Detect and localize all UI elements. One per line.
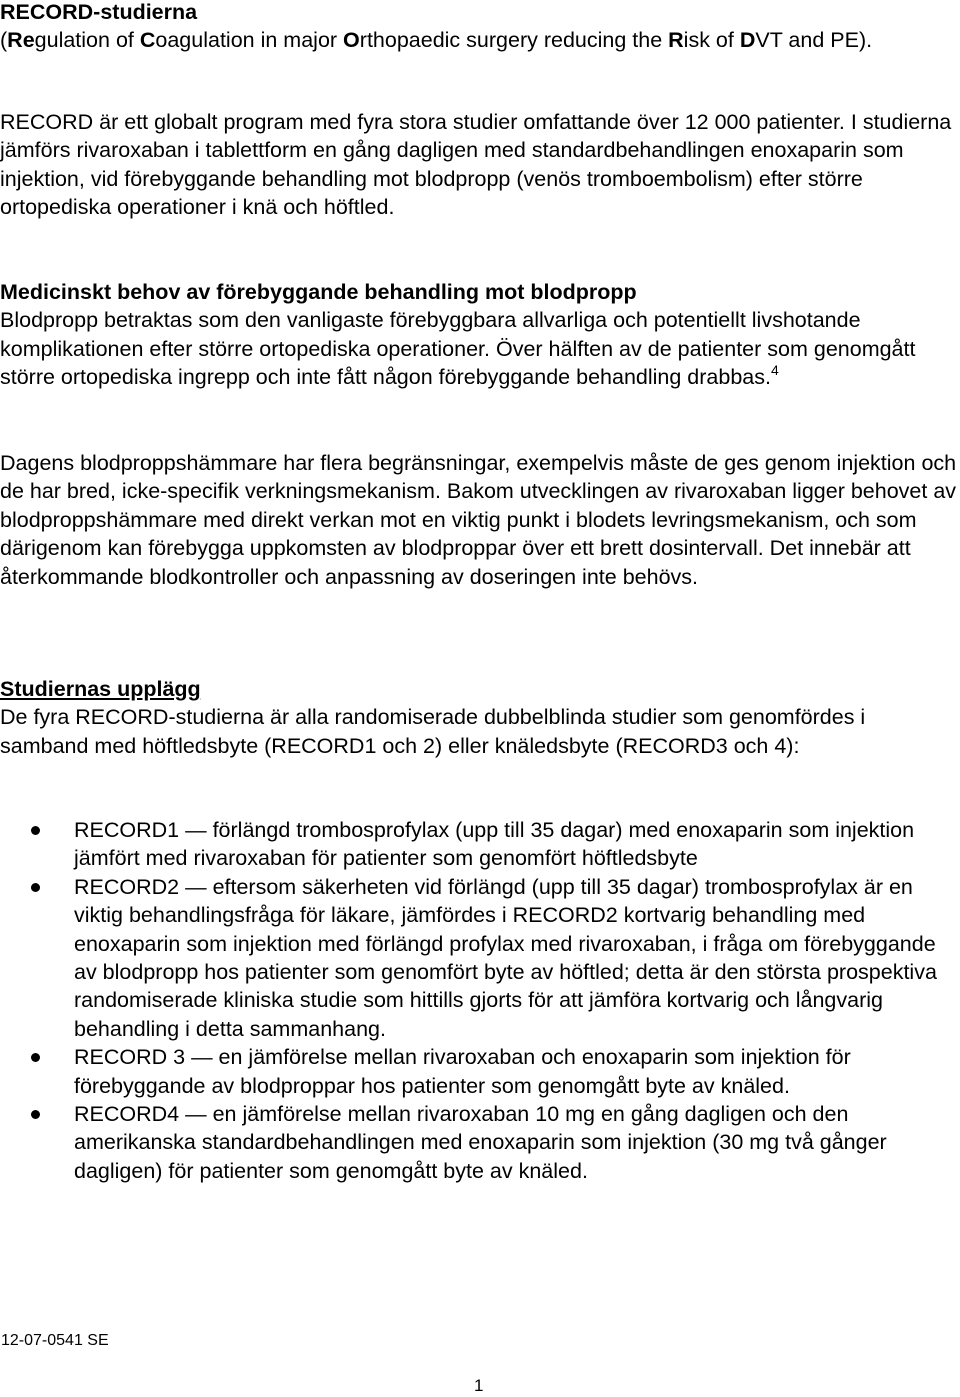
document-code: 12-07-0541 SE — [1, 1332, 109, 1349]
study-design-intro: De fyra RECORD-studierna är alla randomiserade dubbelblinda studier som genomfördes i samband med höftledsbyte (RECORD1 och 2) eller knäledsbyte (RECORD3 och 4): — [0, 705, 866, 758]
bullet-icon — [31, 826, 40, 835]
bullet-icon — [31, 1053, 40, 1062]
section-heading-medical-need: Medicinskt behov av förebyggande behandling mot blodpropp — [0, 280, 637, 304]
study-design-section — [0, 675, 958, 760]
list-item: RECORD4 — en jämförelse mellan rivaroxaban 10 mg en gång dagligen och den amerikanska standardbehandlingen med enoxaparin som injektion (30 mg två gånger dagligen) för patienter som genomgått byte av knäled. — [0, 1100, 960, 1185]
section-heading-study-design: Studiernas upplägg — [0, 677, 201, 701]
document-header — [0, 0, 958, 55]
page-title: RECORD-studierna — [0, 0, 198, 24]
bullet-icon — [31, 883, 40, 892]
bullet-icon — [31, 1110, 40, 1119]
reference-marker: 4 — [770, 362, 779, 379]
acronym-expansion: (Regulation of Coagulation in major Orthopaedic surgery reducing the Risk of DVT and PE). — [0, 28, 873, 53]
medical-need-section — [0, 278, 958, 392]
medical-need-paragraph: Blodpropp betraktas som den vanligaste förebyggbara allvarliga och potentiellt livshotande komplikationen efter större ortopediska operationer. Över hälften av de patienter som genomgått större ortopediska ingrepp och inte fått någon förebyggande behandling drabbas.$^4$ — [0, 308, 916, 390]
study-list — [0, 816, 960, 1185]
list-item: RECORD1 — förlängd trombosprofylax (upp till 35 dagar) med enoxaparin som injektion jämfört med rivaroxaban för patienter som genomfört höftledsbyte — [0, 816, 960, 873]
list-item: RECORD2 — eftersom säkerheten vid förlängd (upp till 35 dagar) trombosprofylax är en viktig behandlingsfråga för läkare, jämfördes i RECORD2 kortvarig behandling med enoxaparin som injektion med förlängd profylax med rivaroxaban, i fråga om förebyggande av blodpropp hos patienter som genomfört byte av höftled; detta är den största prospektiva randomiserade kliniska studie som hittills gjorts för att jämföra kortvarig och långvarig behandling i detta sammanhang. — [0, 873, 960, 1043]
anticoagulant-paragraph: Dagens blodproppshämmare har flera begränsningar, exempelvis måste de ges genom injektion och de har bred, icke-specifik verkningsmekanism. Bakom utvecklingen av rivaroxaban ligger behovet av blodproppshämmare med direkt verkan mot en viktig punkt i blodets levringsmekanism, och som därigenom kan förebygga uppkomsten av blodproppar över ett brett dosintervall. Det innebär att återkommande blodkontroller och anpassning av doseringen inte behövs. — [0, 451, 957, 589]
page-number: 1 — [474, 1376, 484, 1395]
intro-paragraph: RECORD är ett globalt program med fyra stora studier omfattande över 12 000 patienter. I studierna jämförs rivaroxaban i tablettform en gång dagligen med standardbehandlingen enoxaparin som injektion, vid förebyggande behandling mot blodpropp (venös tromboembolism) efter större ortopediska operationer i knä och höftled. — [0, 110, 952, 220]
list-item: RECORD 3 — en jämförelse mellan rivaroxaban och enoxaparin som injektion för förebyggande av blodproppar hos patienter som genomgått byte av knäled. — [0, 1043, 960, 1100]
